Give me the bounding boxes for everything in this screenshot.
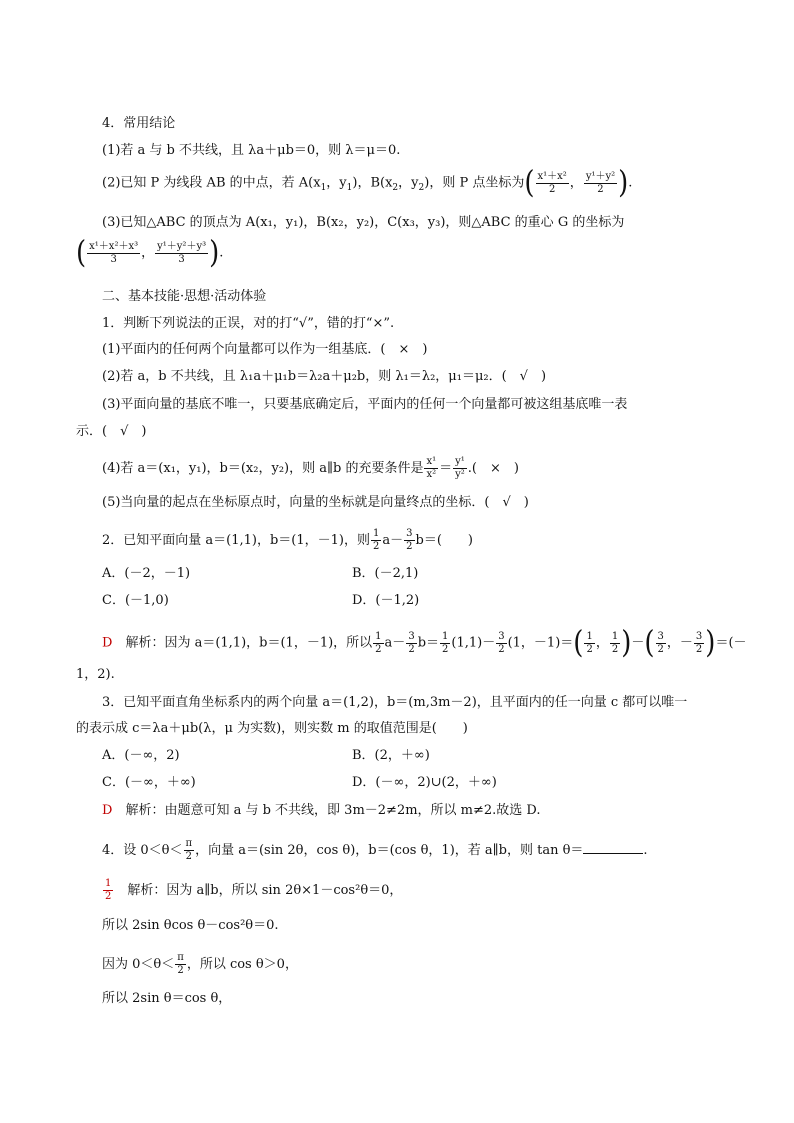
centroid-formula: ( $\frac{\text{x¹＋x²＋x³}}{3}$ ， $\frac{\text{y¹＋y²＋y³}}{3}$ ). xyxy=(76,235,224,271)
q1-stem: 1．判断下列说法的正误，对的打“√”，错的打“×”. xyxy=(102,316,395,331)
q3-option-d: D．(－∞，2)∪(2，＋∞) xyxy=(352,775,497,790)
midpoint-y-fraction: $\frac{\text{y¹＋y²}}{2}$ xyxy=(585,170,616,195)
answer-blank xyxy=(583,841,643,854)
q2-stem: 2．已知平面向量 a＝(1,1)，b＝(1，－1)，则 $\frac{1}{2}$ a－ $\frac{3}{2}$ b＝( ) xyxy=(102,528,473,552)
q3-answer: D xyxy=(102,803,113,818)
q4-solution-3: 因为 0＜θ＜ $\frac{\pi}{2}$ ，所以 cos θ＞0， xyxy=(102,952,298,976)
q4-stem: 4．设 0＜θ＜ $\frac{\pi}{2}$ ，向量 a＝(sin 2θ，cos θ)，b＝(cos θ，1)，若 a∥b，则 tan θ＝ . xyxy=(102,838,648,862)
q2-answer: D xyxy=(102,635,113,651)
q1-statement-4: (4)若 a＝(x₁，y₁)，b＝(x₂，y₂)，则 a∥b 的充要条件是 $\frac{\text{x¹}}{\text{x²}}$ ＝ $\frac{\text{y¹}}{\text{y²}}$ .( × ) xyxy=(102,456,519,480)
q4-answer: $\frac{1}{2}$ xyxy=(105,878,112,902)
q4-solution-1: $\frac{1}{2}$ 解析：因为 a∥b，所以 sin 2θ×1－cos²θ＝0， xyxy=(105,878,403,902)
section-heading-2: 二、基本技能·思想·活动体验 xyxy=(102,289,267,304)
q2-option-a: A．(－2，－1) xyxy=(102,566,191,581)
q1-statement-2: (2)若 a，b 不共线，且 λ₁a＋μ₁b＝λ₂a＋μ₂b，则 λ₁＝λ₂，μ₁＝μ₂．( √ ) xyxy=(102,369,547,384)
section-heading: 4．常用结论 xyxy=(102,116,176,131)
q2-solution-cont: 1，2). xyxy=(76,667,115,682)
conclusion-2: (2)已知 P 为线段 AB 的中点，若 $A(x_1$，$y_1$)，$B(x_2$，$y_2$)，则 P 点坐标为( $\frac{\text{x¹＋x²}}{2}$ ， $\frac{\text{y¹＋y²}}{2}$ ). xyxy=(102,165,633,201)
midpoint-x-fraction: $\frac{\text{x¹＋x²}}{2}$ xyxy=(537,170,567,195)
conclusion-3: (3)已知△ABC 的顶点为 A(x₁，y₁)，B(x₂，y₂)，C(x₃，y₃)，则△ABC 的重心 G 的坐标为 xyxy=(102,215,625,230)
q3-option-c: C．(－∞，＋∞) xyxy=(102,775,196,790)
q3-stem-line2: 的表示成 c＝λa＋μb(λ，μ 为实数)，则实数 m 的取值范围是( ) xyxy=(76,721,468,736)
q4-solution-2: 所以 2sin θcos θ－cos²θ＝0. xyxy=(102,918,279,933)
q1-statement-5: (5)当向量的起点在坐标原点时，向量的坐标就是向量终点的坐标．( √ ) xyxy=(102,495,529,510)
q3-solution: D 解析：由题意可知 a 与 b 不共线，即 3m－2≠2m，所以 m≠2.故选 D. xyxy=(102,803,541,818)
q1-statement-3-cont: 示．( √ ) xyxy=(76,424,147,439)
q2-option-b: B．(－2,1) xyxy=(352,566,419,581)
conclusion-1: (1)若 a 与 b 不共线，且 λa＋μb＝0，则 λ＝μ＝0. xyxy=(102,143,401,158)
q1-statement-1: (1)平面内的任何两个向量都可以作为一组基底．( × ) xyxy=(102,342,428,357)
q2-option-d: D．(－1,2) xyxy=(352,593,420,608)
q3-option-b: B．(2，＋∞) xyxy=(352,748,430,763)
q1-statement-3: (3)平面向量的基底不唯一，只要基底确定后，平面内的任何一个向量都可被这组基底唯一表 xyxy=(102,397,628,412)
q4-solution-4: 所以 2sin θ＝cos θ， xyxy=(102,991,232,1006)
q3-stem-line1: 3．已知平面直角坐标系内的两个向量 a＝(1,2)，b＝(m,3m－2)，且平面内的任一向量 c 都可以唯一 xyxy=(102,695,688,710)
q3-option-a: A．(－∞，2) xyxy=(102,748,180,763)
q2-solution: D 解析：因为 a＝(1,1)，b＝(1，－1)，所以 $\frac{1}{2}$ a－ $\frac{3}{2}$ b＝ $\frac{1}{2}$ (1,1)－ $\frac{3}{2}$ (1，－1)＝( $\frac{1}{2}$ ， $\frac{1}{2}$ )－( $\frac{3}{2}$ ，－ $\frac{3}{2}$ )＝(－ xyxy=(102,625,747,661)
q2-option-c: C．(－1,0) xyxy=(102,593,169,608)
